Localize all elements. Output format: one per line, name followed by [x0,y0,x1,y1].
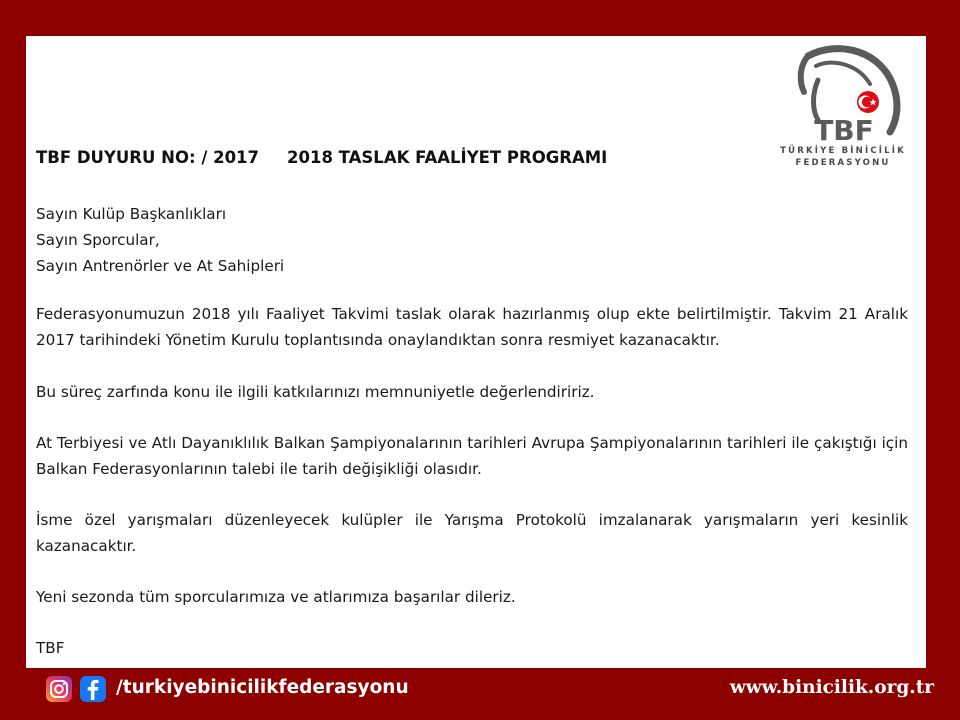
horse-head-logo-icon [778,44,908,144]
facebook-icon[interactable] [80,676,106,702]
website-link[interactable]: www.binicilik.org.tr [729,677,934,698]
paragraph: At Terbiyesi ve Atlı Dayanıklılık Balkan Şampiyonalarının tarihleri Avrupa Şampiyonalarının tarihleri ile çakıştığı için Balkan Federasyonlarının talebi ile tarih değişikliği olasıdır. [36,434,908,478]
salutation: Sayın Sporcular, [36,231,160,249]
logo-text-line2: FEDERASYONU [795,158,891,168]
document-page [26,36,926,668]
instagram-icon[interactable] [46,676,72,702]
logo-mark: TBF [814,114,874,144]
document-heading [36,148,607,167]
social-handle[interactable]: /turkiyebinicilikfederasyonu [116,677,409,698]
salutation: Sayın Antrenörler ve At Sahipleri [36,257,285,275]
paragraph: Bu süreç zarfında konu ile ilgili katkılarınızı memnuniyetle değerlendiririz. [36,383,595,401]
paragraph: İsme özel yarışmaları düzenleyecek kulüpler ile Yarışma Protokolü imzalanarak yarışmaların yeri kesinlik kazanacaktır. [36,511,908,555]
document-title: 2018 TASLAK FAALİYET PROGRAMI [287,148,608,167]
announcement-number: TBF DUYURU NO: / 2017 [36,148,260,167]
logo-text-line1: TÜRKİYE BİNİCİLİK [780,146,906,156]
signature: TBF [36,639,65,657]
tbf-logo [778,44,908,174]
salutation: Sayın Kulüp Başkanlıkları [36,205,227,223]
paragraph: Yeni sezonda tüm sporcularımıza ve atlarımıza başarılar dileriz. [36,588,516,606]
paragraph: Federasyonumuzun 2018 yılı Faaliyet Takvimi taslak olarak hazırlanmış olup ekte belirtilmiştir. Takvim 21 Aralık 2017 tarihindeki Yönetim Kurulu toplantısında onaylandıktan sonra resmiyet kazanacaktır. [36,305,908,349]
